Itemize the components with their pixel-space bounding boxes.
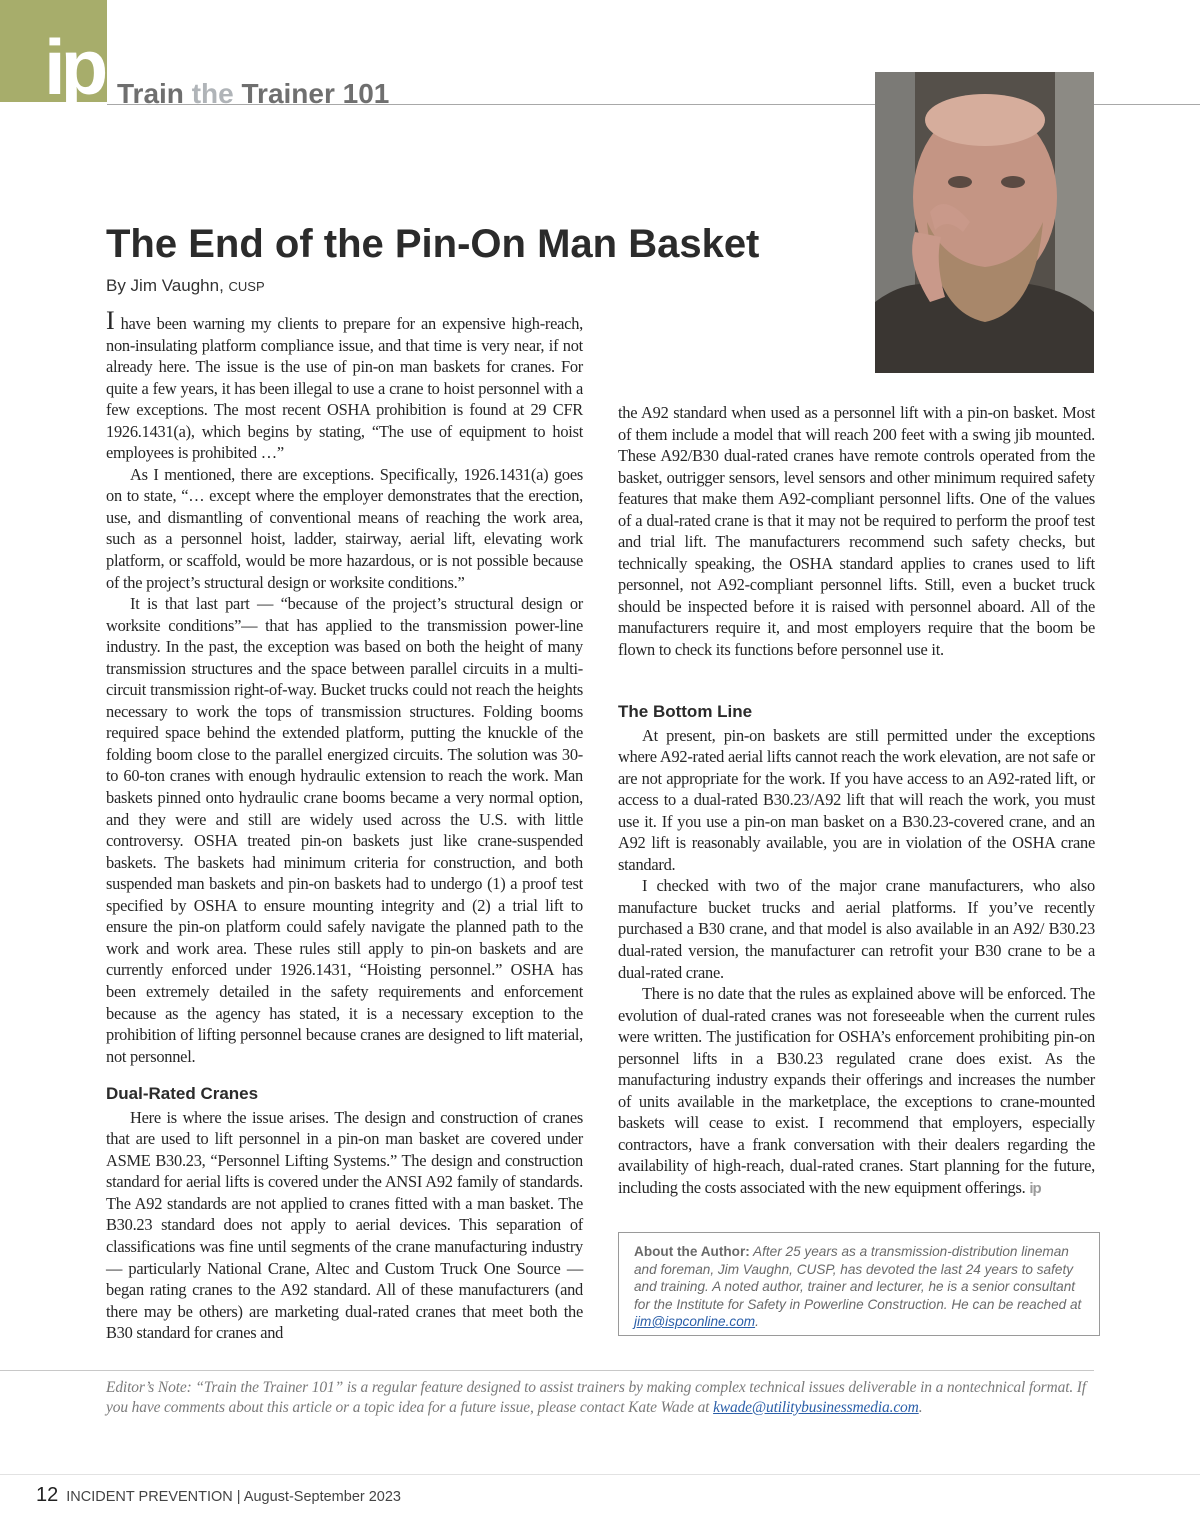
byline [106, 276, 265, 296]
about-end: . [755, 1314, 759, 1329]
paragraph: I checked with two of the major crane manufacturers, who also manufacture bucket trucks and aerial platforms. If you’ve recently purchased a B30 crane, and that model is also available in an A92/ B30.23 dual-rated version, the manufacturer can retrofit your B30 crane to be a dual-rated crane. [618, 876, 1095, 982]
author-credential: CUSP [228, 279, 265, 294]
author-name: By Jim Vaughn, [106, 276, 224, 295]
subheading: The Bottom Line [618, 702, 753, 721]
paragraph: As I mentioned, there are exceptions. Specifically, 1926.1431(a) goes on to state, “… except where the employer demonstrates that the erection, use, and dismantling of conventional means of reaching the work area, such as a personnel hoist, ladder, stairway, aerial lift, elevating work platform, or scaffold, would be more hazardous, or is not possible because of the project’s structural design or worksite conditions.” [106, 464, 583, 592]
section-word-train: Train [117, 78, 184, 109]
page-number: 12 [36, 1484, 59, 1506]
subheading: Dual-Rated Cranes [106, 1084, 259, 1104]
right-column-top [618, 402, 1095, 661]
page-bottom-divider [0, 1474, 1200, 1475]
section-word-the: the [191, 78, 234, 109]
footer-divider [0, 1370, 1094, 1371]
drop-cap: I [106, 306, 115, 335]
article-title: The End of the Pin-On Man Basket [106, 222, 760, 266]
editors-note-text: Editor’s Note: “Train the Trainer 101” is a regular feature designed to assist trainers by making complex technical issues deliverable in a nontechnical format. If you have comments about this article or a topic idea for a future issue, please contact Kate Wade at [106, 1379, 1086, 1416]
about-label: About the Author: [634, 1244, 750, 1259]
right-column-bottom [618, 701, 1095, 1200]
author-email-link[interactable]: jim@ispconline.com [634, 1314, 756, 1329]
editors-note [106, 1378, 1096, 1418]
ip-logo: ip [44, 23, 104, 111]
paragraph-text: have been warning my clients to prepare for an expensive high-reach, non-insulating platform compliance issue, and that time is very near, if not already here. The issue is the use of pin-on man baskets for cranes. For quite a few years, it has been illegal to use a crane to hoist personnel with a few exceptions. The most recent OSHA prohibition is found at 29 CFR 1926.1431(a), which begins by stating, “The use of equipment to hoist employees is prohibited …” [106, 314, 583, 463]
section-title [117, 78, 389, 110]
paragraph: Here is where the issue arises. The design and construction of cranes that are used to lift personnel in a pin-on man basket are covered under ASME B30.23, “Personnel Lifting Systems.” The design and construction standard for aerial lifts is covered under the ANSI A92 family of standards. The A92 standards are not applied to cranes fitted with a man basket. The B30.23 standard does not apply to aerial devices. This separation of classifications was fine until segments of the crane manufacturing industry — particularly National Crane, Altec and Custom Truck One Source — began rating cranes to the A92 standard. All of these manufacturers (and there may be others) are marketing dual-rated cranes that meet both the B30 standard for cranes and [106, 1107, 583, 1343]
end-mark-icon: ip [1029, 1180, 1041, 1198]
about-author-box [618, 1232, 1100, 1336]
paragraph: At present, pin-on baskets are still permitted under the exceptions where A92-rated aerial lifts cannot reach the work elevation, are not safe or are not appropriate for the work. If you have access to an A92-rated lift, or access to a dual-rated B30.23/A92 lift that will reach the work, you must use it. If you use a pin-on man basket on a B30.23-covered crane, and an A92 lift is reasonably available, you are in violation of the OSHA crane standard. [618, 725, 1095, 874]
about-body: After 25 years as a transmission-distribution lineman and foreman, Jim Vaughn, CUSP, has devoted the last 24 years to safety and training. A noted author, trainer and lecturer, he is a senior consultant for the Institute for Safety in Powerline Construction. He can be reached at [634, 1244, 1082, 1312]
paragraph: It is that last part — “because of the project’s structural design or worksite conditions”— that has applied to the transmission power-line industry. In the past, the exception was based on both the height of many transmission structures and the space between parallel circuits in a multi-circuit transmission right-of-way. Bucket trucks could not reach the heights necessary to work the tops of transmission structures. Folding booms required space behind the extended platform, putting the knuckle of the folding boom close to the parallel energized circuits. The solution was 30- to 60-ton cranes with enough hydraulic extension to reach the work. Man baskets pinned onto hydraulic crane booms became a very normal option, and they were and still are widely used across the U.S. with little controversy. OSHA treated pin-on baskets just like crane-suspended baskets. The baskets had minimum criteria for construction, and both suspended man baskets and pin-on baskets had to undergo (1) a proof test specified by OSHA to ensure mounting integrity and (2) a trial lift to ensure the pin-on platform could safely navigate the planned path to the work and work area. These rules still apply to pin-on baskets and are currently enforced under 1926.1431, “Hoisting personnel.” OSHA has been extremely detailed in the safety requirements and enforcement because as the agency has stated, it is a necessary exception to the prohibition of lifting personnel because cranes are designed to lift material, not personnel. [106, 594, 583, 1066]
page-footer [36, 1484, 401, 1507]
paragraph [106, 306, 583, 464]
section-word-trainer: Trainer 101 [241, 78, 390, 109]
author-photo [875, 72, 1094, 373]
left-column [106, 306, 583, 1344]
paragraph [618, 983, 1095, 1199]
paragraph-text: There is no date that the rules as explained above will be enforced. The evolution of dual-rated cranes was not foreseeable when the current rules were written. The justification for OSHA’s enforcement prohibiting pin-on personnel lifts in a B30.23 regulated crane does exist. As the manufacturing industry expands their offerings and increases the number of units available in the marketplace, the exceptions to crane-mounted baskets will cease to exist. I recommend that employers, especially contractors, have a frank conversation with their dealers regarding the availability of high-reach, dual-rated cranes. Start planning for the future, including the costs associated with the new equipment offerings. [618, 984, 1095, 1198]
publication-info: INCIDENT PREVENTION | August-September 2023 [66, 1489, 401, 1505]
editors-note-end: . [918, 1399, 923, 1416]
paragraph: the A92 standard when used as a personnel lift with a pin-on basket. Most of them include a model that will reach 200 feet with a swing jib mounted. These A92/B30 dual-rated cranes have remote controls operated from the basket, outrigger sensors, level sensors and other minimum required safety features that make them A92-compliant personnel lifts. One of the values of a dual-rated crane is that it may not be required to perform the proof test and trial lift. The manufacturers recommend such safety checks, but technically speaking, the OSHA standard applies to cranes used to lift personnel, not A92-compliant personnel lifts. Still, even a bucket truck should be inspected before it is raised with personnel aboard. All of the manufacturers require it, and most employers require that the boom be flown to check its functions before personnel use it. [618, 403, 1095, 660]
editor-email-link[interactable]: kwade@utilitybusinessmedia.com [713, 1399, 919, 1416]
